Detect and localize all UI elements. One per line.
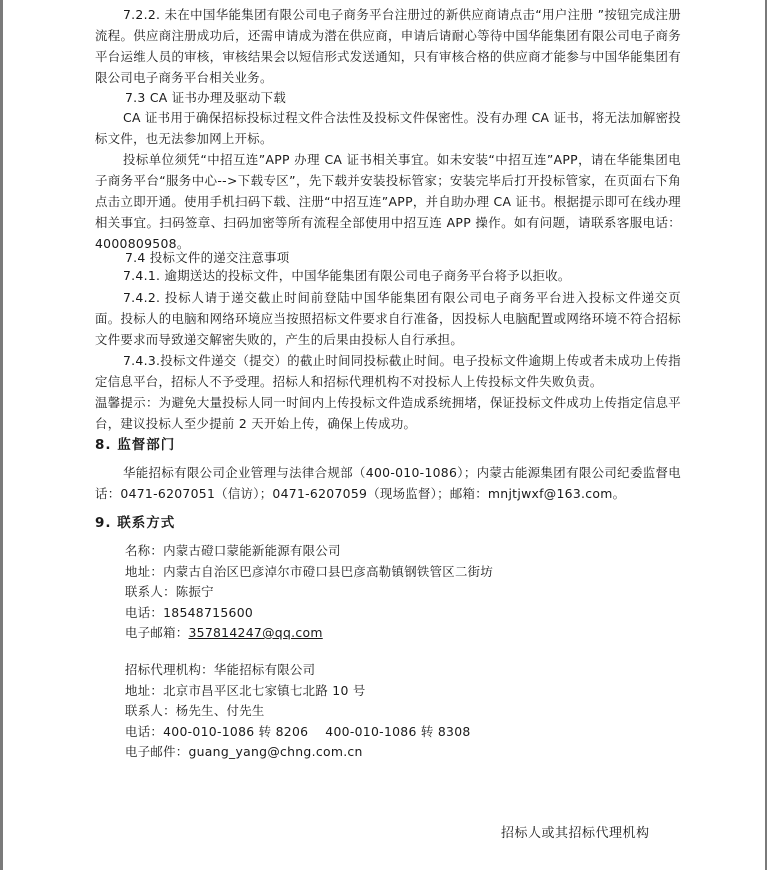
section-7-4-heading: 7.4 投标文件的递交注意事项: [125, 250, 290, 265]
warm-tip-paragraph: 温馨提示：为避免大量投标人同一时间内上传投标文件造成系统拥堵，保证投标文件成功上传指定信息平台，建议投标人至少提前 2 天开始上传，确保上传成功。: [95, 395, 681, 431]
section-8-paragraph: 华能招标有限公司企业管理与法律合规部（400-010-1086）；内蒙古能源集团有限公司纪委监督电话：0471-6207051（信访）；0471-6207059（现场监督）；邮箱：mnjtjwxf@163.com。: [95, 465, 681, 501]
owner-email-label: 电子邮箱：: [125, 625, 189, 640]
agency-contact: 联系人：杨先生、付先生: [125, 703, 265, 718]
agency-name: 招标代理机构：华能招标有限公司: [125, 662, 316, 677]
section-9-heading: 9. 联系方式: [95, 515, 176, 531]
agency-email: 电子邮件：guang_yang@chng.com.cn: [125, 744, 363, 759]
owner-email-link[interactable]: 357814247@qq.com: [188, 625, 323, 640]
section-8-heading: 8. 监督部门: [95, 437, 176, 453]
section-7-4-1-paragraph: 7.4.1. 逾期送达的投标文件，中国华能集团有限公司电子商务平台将予以拒收。: [123, 268, 571, 283]
owner-address: 地址：内蒙古自治区巴彦淖尔市磴口县巴彦高勒镇钢铁管区二街坊: [125, 564, 494, 579]
owner-phone: 电话：18548715600: [125, 605, 254, 620]
section-7-3-heading: 7.3 CA 证书办理及驱动下载: [125, 90, 287, 105]
section-7-2-2-paragraph: 7.2.2. 未在中国华能集团有限公司电子商务平台注册过的新供应商请点击“用户注册 ”按钮完成注册流程。供应商注册成功后，还需申请成为潜在供应商，申请后请耐心等待中国华能集团有限公司电子商务平台运维人员的审核，审核结果会以短信形式发送通知，只有审核合格的供应商才能参与中国华能集团有限公司电子商务平台相关业务。: [95, 7, 681, 85]
owner-email-row: [125, 623, 323, 641]
section-7-3-paragraph-1: CA 证书用于确保招标投标过程文件合法性及投标文件保密性。没有办理 CA 证书，将无法加解密投标文件，也无法参加网上开标。: [95, 110, 681, 146]
agency-phone: 电话：400-010-1086 转 8206 400-010-1086 转 8308: [125, 724, 471, 739]
section-7-3-paragraph-2: 投标单位须凭“中招互连”APP 办理 CA 证书相关事宜。如未安装“中招互连”APP，请在华能集团电子商务平台“服务中心-->下载专区”，先下载并安装投标管家；安装完毕后打开投标管家，在页面右下角点击立即开通。使用手机扫码下载、注册“中招互连”APP，并自助办理 CA 证书。根据提示即可在线办理相关事宜。扫码签章、扫码加密等所有流程全部使用中招互连 APP 操作。如有问题，请联系客服电话：4000809508。: [95, 152, 681, 251]
section-7-4-2-paragraph: 7.4.2. 投标人请于递交截止时间前登陆中国华能集团有限公司电子商务平台进入投标文件递交页面。投标人的电脑和网络环境应当按照招标文件要求自行准备，因投标人电脑配置或网络环境不符合招标文件要求而导致递交解密失败的，产生的后果由投标人自行承担。: [95, 290, 681, 347]
section-7-4-3-paragraph: 7.4.3.投标文件递交（提交）的截止时间同投标截止时间。电子投标文件逾期上传或者未成功上传指定信息平台，招标人不予受理。招标人和招标代理机构不对投标人上传投标文件失败负责。: [95, 353, 681, 389]
signature-line: 招标人或其招标代理机构: [501, 826, 650, 841]
owner-contact: 联系人：陈振宁: [125, 584, 214, 599]
owner-name: 名称：内蒙古磴口蒙能新能源有限公司: [125, 543, 341, 558]
agency-address: 地址：北京市昌平区北七家镇七北路 10 号: [125, 683, 366, 698]
